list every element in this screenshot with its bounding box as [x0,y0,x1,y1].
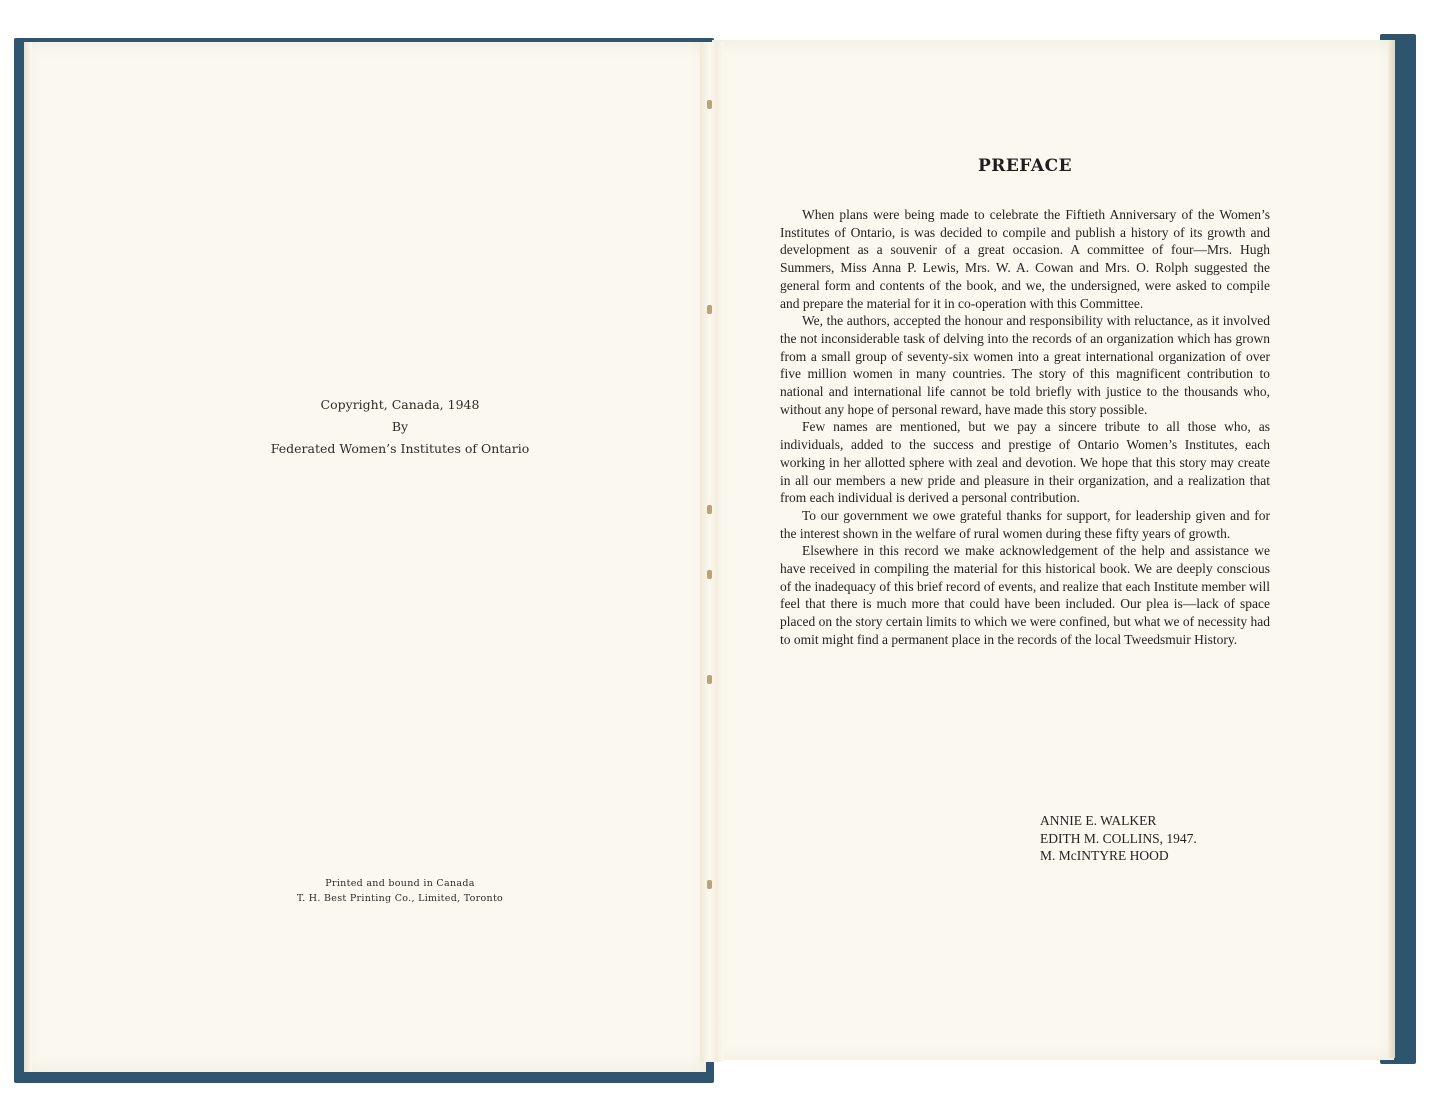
copyright-line: Copyright, Canada, 1948 [320,397,480,412]
binding-stitch [707,100,712,109]
binding-stitch [707,570,712,579]
signature-name: EDITH M. COLLINS, 1947. [1040,830,1197,846]
binding-stitch [707,305,712,314]
preface-title: PREFACE [977,156,1073,176]
preface-paragraph: When plans were being made to celebrate the Fiftieth Anniversary of the Women’s Institutes of Ontario, is was decided to compile and publish a history of its growth and development as a souvenir of a great occasion. A committee of four—Mrs. Hugh Summers, Miss Anna P. Lewis, Mrs. W. A. Cowan and Mrs. O. Rolph suggested the general form and contents of the book, and we, the undersigned, were asked to compile and prepare the material for it in co-operation with this Committee. [780,207,1270,311]
copyright-block [220,394,580,460]
signature-name: M. McINTYRE HOOD [1040,848,1169,863]
preface-paragraph: We, the authors, accepted the honour and responsibility with reluctance, as it involved the not inconsiderable task of delving into the records of an organization which has grown from a small group of seventy-six women into a great international organization of over five million women in many countries. The story of this magnificent contribution to national and international life cannot be told briefly with justice to the thousands who, without any hope of personal reward, have made this story possible. [780,313,1270,417]
preface-body [780,206,1270,649]
binding-stitch [707,880,712,889]
by-line: By [391,419,409,434]
signature-block [1040,812,1280,865]
right-page-edge [1388,40,1395,1058]
publisher-line: Federated Women’s Institutes of Ontario [270,441,530,456]
printer-line: T. H. Best Printing Co., Limited, Toronto [296,893,504,904]
left-page-edge [24,42,32,1072]
preface-paragraph: To our government we owe grateful thanks for support, for leadership given and for the interest shown in the welfare of rural women during these fifty years of growth. [780,507,1270,541]
book-gutter [700,42,724,1062]
printed-line: Printed and bound in Canada [325,878,475,889]
binding-stitch [707,505,712,514]
left-page [24,42,706,1072]
preface-paragraph: Few names are mentioned, but we pay a sincere tribute to all those who, as individuals, added to the success and prestige of Ontario Women’s Institutes, each working in her allotted sphere with zeal and devotion. We hope that this story may create in all our members a new pride and pleasure in their organization, and a realization that from each individual is derived a personal contribution. [780,419,1270,506]
preface-paragraph: Elsewhere in this record we make acknowledgement of the help and assistance we have received in compiling the material for this historical book. We are deeply conscious of the inadequacy of this brief record of events, and realize that each Institute member will feel that there is much more that could have been included. Our plea is—lack of space placed on the story certain limits to which we were confined, but what we of necessity had to omit might find a permanent place in the records of the local Tweedsmuir History. [780,543,1270,647]
binding-stitch [707,675,712,684]
printer-block [250,876,550,906]
signature-name: ANNIE E. WALKER [1040,813,1157,828]
